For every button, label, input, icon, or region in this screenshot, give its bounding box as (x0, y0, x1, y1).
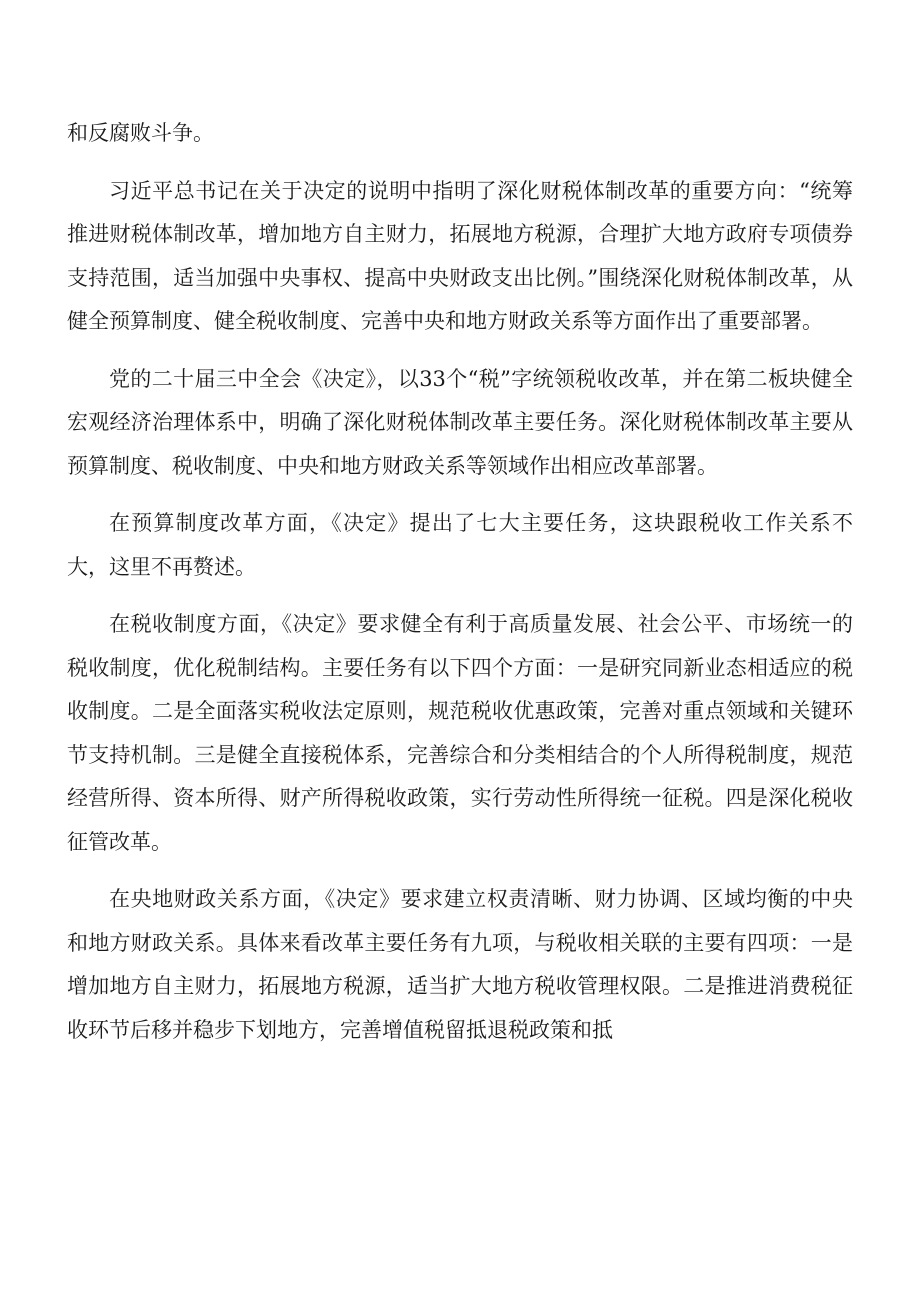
paragraph-tax-system: 在税收制度方面，《决定》要求健全有利于高质量发展、社会公平、市场统一的税收制度，优化税制结构。主要任务有以下四个方面：一是研究同新业态相适应的税收制度。二是全面落实税收法定原则，规范税收优惠政策，完善对重点领域和关键环节支持机制。三是健全直接税体系，完善综合和分类相结合的个人所得税制度，规范经营所得、资本所得、财产所得税收政策，实行劳动性所得统一征税。四是深化税收征管改革。 (67, 612, 853, 854)
paragraph-budget-reform: 在预算制度改革方面，《决定》提出了七大主要任务，这块跟税收工作关系不大，这里不再赘述。 (67, 511, 853, 579)
paragraph-continuation: 和反腐败斗争。 (67, 121, 214, 145)
paragraph-decision-overview: 党的二十届三中全会《决定》，以33个“税”字统领税收改革，并在第二板块健全宏观经济治理体系中，明确了深化财税体制改革主要任务。深化财税体制改革主要从预算制度、税收制度、中央和地方财政关系等领域作出相应改革部署。 (67, 366, 853, 478)
paragraph-fiscal-relations: 在央地财政关系方面，《决定》要求建立权责清晰、财力协调、区域均衡的中央和地方财政关系。具体来看改革主要任务有九项，与税收相关联的主要有四项：一是增加地方自主财力，拓展地方税源，适当扩大地方税收管理权限。二是推进消费税征收环节后移并稳步下划地方，完善增值税留抵退税政策和抵 (67, 887, 853, 1042)
paragraph-reform-direction: 习近平总书记在关于决定的说明中指明了深化财税体制改革的重要方向：“统筹推进财税体制改革，增加地方自主财力，拓展地方税源，合理扩大地方政府专项债券支持范围，适当加强中央事权、提高中央财政支出比例。”围绕深化财税体制改革，从健全预算制度、健全税收制度、完善中央和地方财政关系等方面作出了重要部署。 (67, 178, 853, 333)
document-body (67, 112, 853, 1066)
